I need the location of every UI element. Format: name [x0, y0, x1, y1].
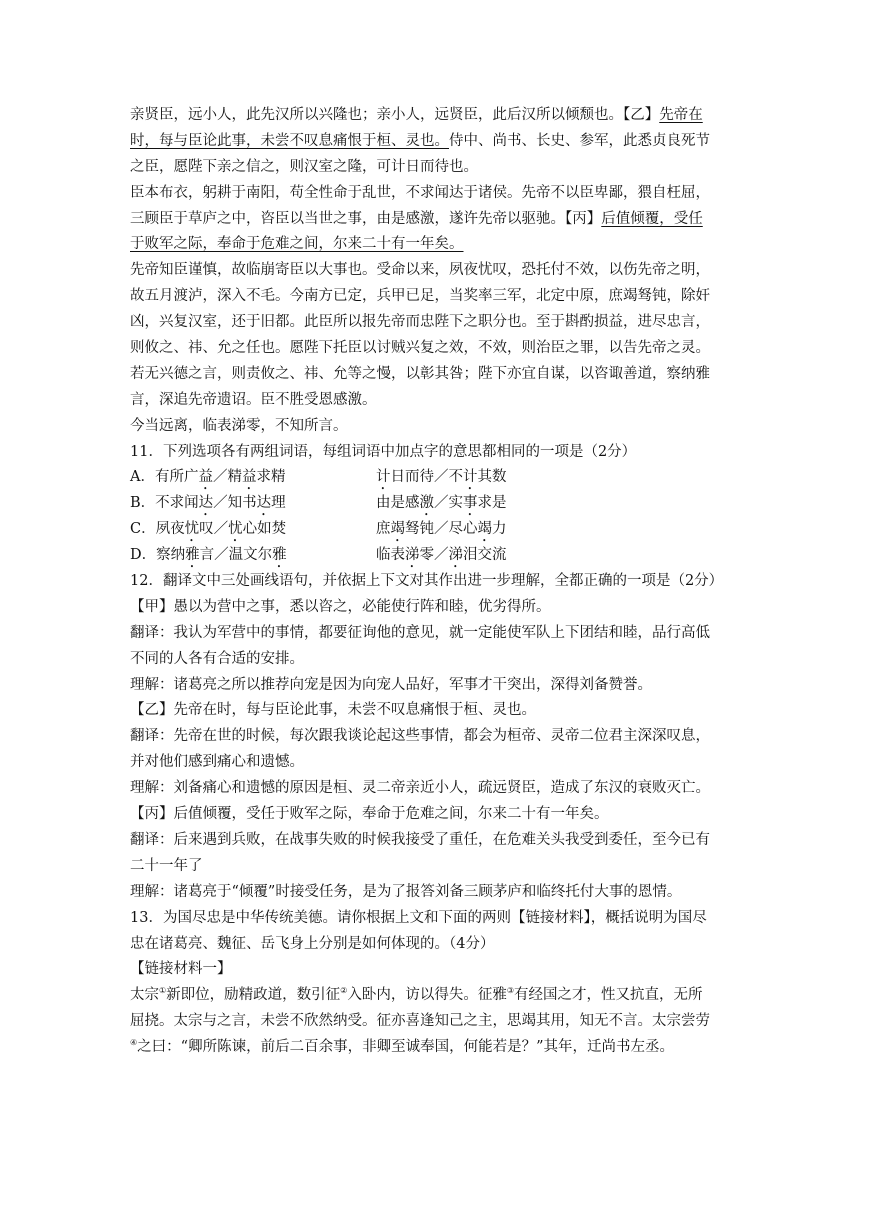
link-material-line: 屈挠。太宗与之言，未尝不欣然纳受。征亦喜逢知己之主，思竭其用，知无不言。太宗尝劳	[130, 1013, 710, 1030]
q11-option-left	[130, 517, 376, 543]
passage-line: 臣本布衣，躬耕于南阳，苟全性命于乱世，不求闻达于诸侯。先帝不以臣卑鄙，猥自枉屈，	[130, 184, 710, 201]
passage-line	[130, 207, 740, 233]
link-material-title: 【链接材料一】	[130, 961, 232, 978]
q11-option-row	[130, 491, 740, 517]
q12-translation: 翻译：后来遇到兵败，在战事失败的时候我接受了重任，在危难关头我受到委任，至今已有	[130, 831, 710, 848]
option-text: 叹／	[199, 521, 229, 538]
question-12-stem: 12．翻译文中三处画线语句，并依据上下文对其作出进一步理解，全都正确的一项是（2分）	[130, 573, 724, 590]
link-material-line	[130, 983, 740, 1009]
dotted-char: 益	[241, 469, 257, 486]
q12-understanding: 理解：诸葛亮于“倾覆”时接受任务，是为了报答刘备三顾茅庐和临终托付大事的恩情。	[130, 883, 682, 900]
q11-option-label: C．	[130, 521, 156, 538]
dotted-char: 激	[419, 495, 434, 512]
option-text: 不求闻	[155, 495, 199, 512]
dotted-char: 涕	[448, 547, 463, 564]
q12-translation: 二十一年了	[130, 857, 203, 874]
dotted-char: 计	[376, 469, 391, 486]
passage-line: 凶，兴复汉室，还于旧都。此臣所以报先帝而忠陛下之职分也。至于斟酌损益，进尽忠言，	[130, 314, 710, 331]
option-text: 日而待／不	[390, 469, 463, 486]
dotted-char: 计	[463, 469, 478, 486]
option-text: 理	[271, 495, 286, 512]
passage-line: 今当远离，临表涕零，不知所言。	[130, 417, 348, 434]
q11-option-right	[376, 465, 507, 491]
passage-line	[130, 103, 740, 129]
dotted-char: 达	[198, 495, 214, 512]
passage-line: 言，深追先帝遗诏。臣不胜受恩感激。	[130, 391, 377, 408]
dotted-char: 忧	[184, 521, 200, 538]
link-material-line	[130, 1035, 740, 1061]
q12-sentence-bing: 【丙】后值倾覆，受任于败军之际，奉命于危难之间，尔来二十有一年矣。	[130, 806, 609, 823]
dotted-char: 竭	[477, 521, 492, 538]
dotted-char: 竭	[390, 521, 405, 538]
q11-option-right	[376, 543, 507, 569]
q11-option-left	[130, 491, 376, 517]
dotted-char: 雅	[272, 547, 287, 564]
passage-line: 则攸之、祎、允之任也。愿陛下托臣以讨贼兴复之效，不效，则治臣之罪，以告先帝之灵。	[130, 340, 710, 357]
passage-line	[130, 232, 740, 258]
option-text: 力	[492, 521, 507, 538]
option-text: ／实	[434, 495, 463, 512]
underlined-sentence-yi: 先帝在	[659, 107, 703, 123]
q11-option-right	[376, 491, 507, 517]
q11-option-row	[130, 465, 740, 491]
q12-translation: 翻译：我认为军营中的事情，都要征询他的意见，就一定能使军队上下团结和睦，品行高低	[130, 624, 710, 641]
q11-option-right	[376, 517, 507, 543]
dotted-char: 忧	[228, 521, 243, 538]
option-text: 言／温文尔	[199, 547, 273, 564]
material-text: 太宗	[130, 987, 159, 1004]
dotted-char: 雅	[185, 547, 200, 564]
passage-line: 先帝知臣谨慎，故临崩寄臣以大事也。受命以来，夙夜忧叹，恐托付不效，以伤先帝之明，	[130, 262, 710, 279]
question-13-stem: 忠在诸葛亮、魏征、岳飞身上分别是如何体现的。（4分）	[130, 935, 495, 952]
q12-sentence-jia: 【甲】愚以为营中之事，悉以咨之，必能使行阵和睦，优劣得所。	[130, 598, 551, 615]
option-text: ／精	[212, 469, 242, 486]
material-text: 入卧内，访以得失。征雅	[347, 987, 507, 1004]
passage-text: 三顾臣于草庐之中，咨臣以当世之事，由是感激，遂许先帝以驱驰。【丙】	[130, 210, 602, 227]
question-11-options	[130, 465, 740, 569]
option-text: 零／	[419, 547, 449, 564]
passage-line: 之臣，愿陛下亲之信之，则汉室之隆，可计日而待也。	[130, 158, 478, 175]
q12-translation: 不同的人各有合适的安排。	[130, 650, 304, 667]
q11-option-row	[130, 517, 740, 543]
q12-translation: 翻译：先帝在世的时候，每次跟我谈论起这些事情，都会为桓帝、灵帝二位君主深深叹息，	[130, 728, 710, 745]
underlined-sentence-yi: 时，每与臣论此事，未尝不叹息痛恨于桓、灵也。	[130, 132, 449, 149]
exam-page	[130, 103, 740, 1061]
passage-line: 故五月渡泸，深入不毛。今南方已定，兵甲已足，当奖率三军，北定中原，庶竭驽钝，除奸	[130, 288, 710, 305]
option-text: 驽钝／尽心	[405, 521, 478, 538]
q11-option-left	[130, 465, 376, 491]
option-text: 其数	[477, 469, 507, 486]
q11-option-label: B．	[130, 495, 156, 512]
underlined-sentence-bing: 后值倾覆，受任	[601, 210, 703, 227]
q11-option-left	[130, 543, 376, 569]
passage-text: 侍中、尚书、长史、参军，此悉贞良死节	[449, 132, 710, 149]
footnote-marker: ②	[340, 986, 348, 996]
material-text: 新即位，励精政道，数引征	[166, 987, 341, 1004]
passage-line: 若无兴德之言，则责攸之、祎、允等之慢，以彰其咎；陛下亦宜自谋，以咨诹善道，察纳雅	[130, 365, 710, 382]
option-text: 由是感	[376, 495, 420, 512]
q12-understanding: 理解：诸葛亮之所以推荐向宠是因为向宠人品好，军事才干突出，深得刘备赞誉。	[130, 676, 652, 693]
footnote-marker: ①	[159, 986, 167, 996]
q12-translation: 并对他们感到痛心和遗憾。	[130, 754, 304, 771]
passage-text: 亲贤臣，远小人，此先汉所以兴隆也；亲小人，远贤臣，此后汉所以倾颓也。【乙】	[130, 107, 660, 123]
underlined-sentence-bing: 于败军之际，奉命于危难之间，尔来二十有一年矣。	[130, 236, 464, 253]
footnote-marker: ④	[130, 1038, 138, 1048]
dotted-char: 事	[463, 495, 478, 512]
option-text: 求精	[256, 469, 286, 486]
option-text: ／知书	[213, 495, 257, 512]
material-text: 之曰：“卿所陈谏，前后二百余事，非卿至诚奉国，何能若是？”其年，迁尚书左丞。	[137, 1039, 674, 1056]
option-text: 临表	[376, 547, 405, 564]
q11-option-row	[130, 543, 740, 569]
option-text: 夙夜	[155, 521, 185, 538]
question-11-stem: 11．下列选项各有两组词语，每组词语中加点字的意思都相同的一项是（2分）	[130, 443, 637, 460]
option-text: 庶	[376, 521, 391, 538]
q11-option-label: D．	[130, 547, 157, 564]
question-13-stem: 13．为国尽忠是中华传统美德。请你根据上文和下面的两则【链接材料】，概括说明为国尽	[130, 909, 707, 926]
q12-sentence-yi: 【乙】先帝在时，每与臣论此事，未尝不叹息痛恨于桓、灵也。	[130, 702, 536, 719]
footnote-marker: ③	[506, 986, 515, 996]
passage-line	[130, 129, 740, 155]
option-text: 心如焚	[242, 521, 287, 538]
dotted-char: 达	[256, 495, 272, 512]
q12-understanding: 理解：刘备痛心和遗憾的原因是桓、灵二帝亲近小人，疏远贤臣，造成了东汉的衰败灭亡。	[130, 780, 710, 797]
option-text: 有所广	[154, 469, 199, 486]
material-text: 有经国之才，性又抗直，无所	[514, 987, 703, 1004]
option-text: 求是	[477, 495, 507, 512]
dotted-char: 益	[198, 469, 213, 486]
option-text: 泪交流	[463, 547, 507, 564]
option-text: 察纳	[156, 547, 186, 564]
q11-option-label: A．	[130, 469, 155, 486]
dotted-char: 涕	[405, 547, 420, 564]
